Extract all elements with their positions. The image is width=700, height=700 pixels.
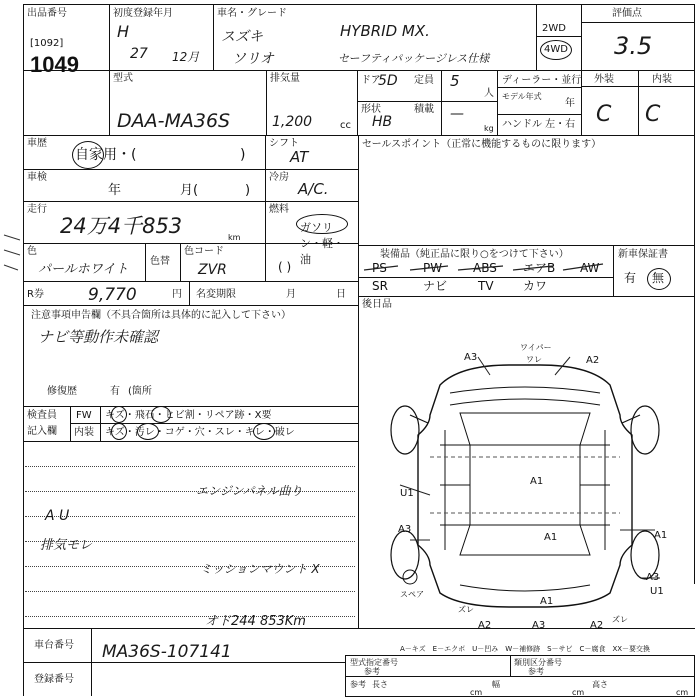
displacement-unit: cc: [340, 120, 351, 131]
notes-content: ナビ等動作未確認: [38, 328, 159, 346]
type-cert-label: 型式指定番号: [350, 658, 398, 667]
model-name: ソリオ: [232, 51, 274, 67]
first-reg-month: 12月: [172, 50, 200, 64]
width-label: 幅: [492, 680, 500, 689]
inspection-year: 年: [108, 183, 122, 198]
fuel-paren: ( ): [278, 260, 292, 274]
load-value: —: [450, 106, 464, 122]
legend-line-2: [664, 635, 678, 644]
ac-label: 冷房: [269, 172, 289, 183]
equip-pw: PW: [423, 261, 443, 275]
doors-label: ドア: [361, 75, 381, 86]
expiry-label: 名変期限: [196, 289, 236, 300]
history-circle: [72, 141, 104, 169]
equipment-label: 装備品（純正品に限り○をつけて下さい）: [380, 249, 569, 260]
grade-sub: セーフティパッケージレス仕様: [338, 52, 490, 65]
inspection-month: 月(: [180, 183, 199, 198]
width-unit: cm: [572, 688, 585, 697]
first-reg-era: H: [117, 22, 130, 41]
equip-aw: AW: [580, 261, 600, 275]
capacity-unit: 人: [484, 88, 494, 99]
int-circle-1: [111, 423, 127, 440]
mark-left-rear: A3: [398, 524, 412, 535]
drive-value: 4WD: [544, 44, 568, 55]
mark-shift-left: ズレ: [458, 605, 474, 614]
equip-sr: SR: [372, 279, 388, 293]
history-close: ): [240, 147, 246, 163]
color-label: 色: [27, 246, 37, 257]
repair-label: 修復歴: [47, 386, 77, 397]
warranty-label: 新車保証書: [618, 249, 668, 260]
exterior-value: C: [596, 102, 612, 127]
inspector-label-2: 記入欄: [27, 426, 57, 437]
maker-label: 車名・グレード: [217, 8, 287, 19]
shift-label: シフト: [269, 138, 299, 149]
class-ref: 参考: [528, 667, 544, 676]
capacity-value: 5: [450, 72, 460, 90]
recycle-label: R券: [27, 289, 44, 300]
drive-label: 2WD: [542, 23, 566, 34]
repair-has: 有: [110, 386, 120, 397]
extra-label: 後日品: [362, 299, 392, 310]
height-unit: cm: [676, 688, 689, 697]
inspector-label-1: 検査員: [27, 410, 57, 421]
lot-code: [1092]: [30, 38, 64, 49]
mark-shift-right: ズレ: [612, 615, 628, 624]
model-year-label: モデル年式: [502, 92, 542, 101]
history-value: 自家用・(: [75, 147, 137, 163]
fuel-circle: [296, 214, 348, 234]
type-cert-ref: 参考: [364, 667, 380, 676]
inspection-close: ): [245, 183, 251, 198]
displacement-label: 排気量: [270, 73, 300, 84]
interior-value: C: [645, 102, 661, 127]
lot-number: 1049: [30, 52, 79, 77]
score-value: 3.5: [614, 32, 653, 60]
fw-text: キズ・飛石・ヒビ割・リペア跡・X要: [105, 410, 272, 421]
warranty-yes: 有: [624, 271, 637, 285]
mark-rear-center: A3: [532, 620, 546, 631]
fuel-label: 燃料: [269, 204, 289, 215]
mark-rear: A1: [540, 596, 554, 607]
length-label: 長さ: [372, 680, 388, 689]
warranty-no: 無: [652, 271, 665, 285]
dealer-label: ディーラー・並行: [502, 75, 582, 86]
expiry-day: 日: [336, 289, 346, 300]
type-value: DAA-MA36S: [117, 110, 231, 132]
equipment-strikes: [358, 258, 613, 278]
mark-spare: スペア: [400, 590, 424, 599]
int-circle-2: [137, 423, 159, 440]
mark-wiper: ワイパー: [520, 343, 552, 352]
mark-crack: ワレ: [526, 355, 542, 364]
color-code-label: 色コード: [184, 246, 224, 257]
note-line-4: ミッションマウント X: [200, 562, 320, 576]
margin-scribble: [0, 230, 24, 290]
note-line-3: 排気モレ: [40, 538, 93, 553]
capacity-label: 定員: [414, 75, 434, 86]
equip-airbag: エアB: [523, 261, 556, 275]
expiry-month: 月: [286, 289, 296, 300]
mark-rear-window: A1: [544, 532, 558, 543]
first-reg-label: 初度登録年月: [113, 8, 173, 19]
equip-tv: TV: [478, 279, 494, 293]
mark-roof: A1: [530, 476, 544, 487]
mark-right-door: A1: [654, 530, 668, 541]
notes-label: 注意事項申告欄（不具合箇所は具体的に記入して下さい）: [31, 310, 291, 321]
equip-abs: ABS: [473, 261, 497, 275]
exterior-label: 外装: [594, 74, 614, 85]
mark-front-right: A2: [586, 355, 600, 366]
note-line-5: オド244 853Km: [205, 614, 306, 629]
interior-ins-label: 内装: [74, 427, 94, 438]
warranty-circle: [647, 268, 671, 290]
type-label: 型式: [113, 73, 133, 84]
class-label: 類別区分番号: [514, 658, 562, 667]
fw-circle-1: [111, 406, 127, 423]
load-unit: kg: [484, 124, 494, 133]
shape-value: HB: [372, 114, 393, 130]
ac-value: A/C.: [298, 180, 329, 198]
recycle-value: 9,770: [88, 285, 137, 305]
drive-circle: [540, 40, 572, 60]
mark-left-door: U1: [400, 488, 414, 499]
mark-front-left: A3: [464, 352, 478, 363]
color-value: パールホワイト: [38, 262, 129, 277]
fw-label: FW: [76, 410, 92, 421]
history-label: 車歴: [27, 138, 47, 149]
mark-rear-left: A2: [478, 620, 492, 631]
color-code-value: ZVR: [198, 262, 227, 278]
grade-value: HYBRID MX.: [340, 22, 430, 40]
lot-label: 出品番号: [27, 8, 67, 19]
recycle-unit: 円: [172, 289, 182, 300]
color-code-paren: [184, 270, 185, 281]
mark-right-rear-2: U1: [650, 586, 664, 597]
chassis-value: MA36S-107141: [102, 642, 232, 662]
inspection-label: 車検: [27, 172, 47, 183]
first-reg-year: 27: [130, 46, 148, 62]
length-unit: cm: [470, 688, 483, 697]
legend-line-1: A－キズ E－エクボ U－凹み W－補修跡 S－サビ C－腐食 XX－要交換: [400, 645, 651, 653]
mileage-label: 走行: [27, 204, 47, 215]
fuel-options: ガソリン・軽・油: [300, 221, 344, 266]
shape-label: 形状: [361, 104, 381, 115]
chassis-label: 車台番号: [34, 640, 74, 651]
reg-label: 登録番号: [34, 674, 74, 685]
color-change-label: 色替: [150, 256, 170, 267]
mileage-unit: km: [228, 233, 241, 242]
sales-point-label: セールスポイント（正常に機能するものに限ります）: [362, 139, 602, 150]
displacement-value: 1,200: [272, 114, 313, 130]
doors-value: 5D: [378, 73, 398, 89]
mileage-value: 24万4千853: [60, 214, 183, 238]
interior-label: 内装: [652, 74, 672, 85]
equip-ps: PS: [372, 261, 387, 275]
load-label: 積載: [414, 104, 434, 115]
shift-value: AT: [290, 148, 309, 166]
ref-label: 参考: [350, 680, 366, 689]
handle-label: ハンドル 左・右: [502, 119, 576, 130]
model-year-unit: 年: [565, 98, 575, 109]
fw-circle-2: [151, 406, 171, 423]
score-label: 評価点: [612, 8, 642, 19]
equip-leather: カワ: [523, 279, 548, 293]
mark-rear-right: A2: [590, 620, 604, 631]
mark-right-rear: A3: [646, 572, 660, 583]
height-label: 高さ: [592, 680, 608, 689]
maker-value: スズキ: [221, 29, 263, 45]
equip-navi: ナビ: [423, 279, 448, 293]
int-circle-3: [253, 423, 275, 440]
note-line-2: A U: [45, 508, 70, 524]
note-line-1: エンジンパネル曲り: [196, 484, 303, 498]
repair-place: (箇所: [128, 386, 152, 397]
interior-ins-text: キズ・汚レ・コゲ・穴・スレ・キレ・破レ: [105, 427, 295, 438]
